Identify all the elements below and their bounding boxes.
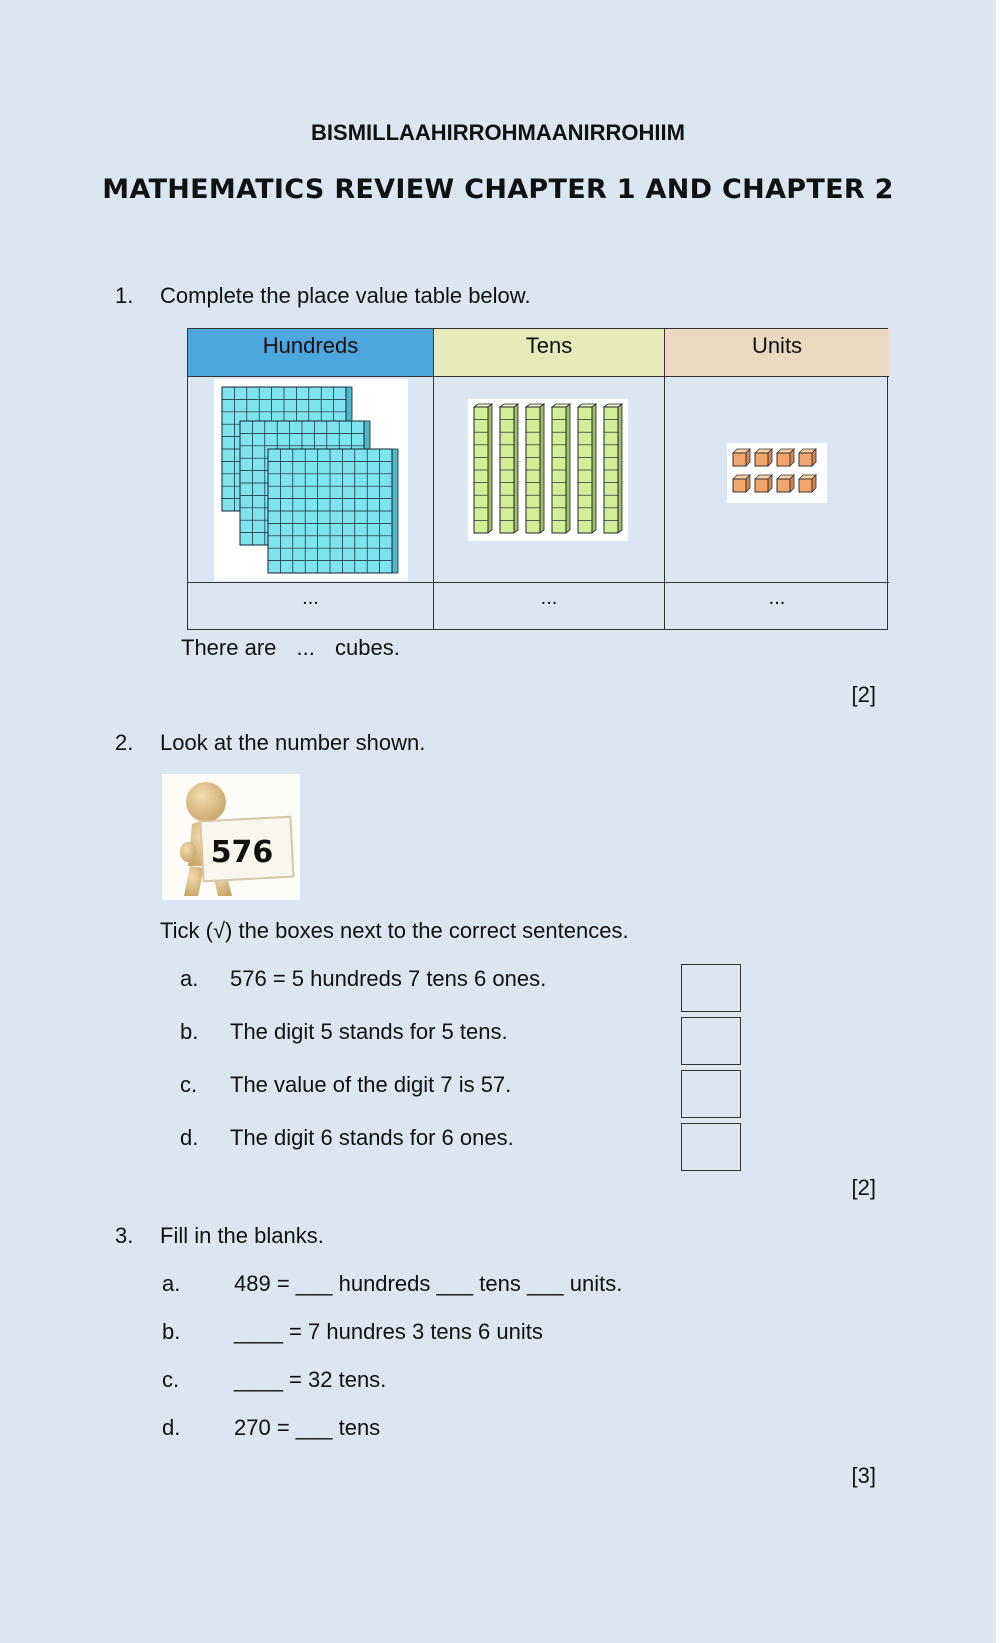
tick-box-d[interactable] xyxy=(681,1123,741,1171)
place-value-table xyxy=(187,328,888,630)
units-cell xyxy=(665,377,889,583)
q2-item-d-text: The digit 6 stands for 6 ones. xyxy=(230,1125,514,1150)
unit-cube xyxy=(755,475,772,492)
q1-cubes-sentence xyxy=(181,635,400,661)
figure-holding-sign-image xyxy=(162,774,300,900)
q2-item-c-letter: c. xyxy=(180,1072,198,1097)
unit-cube xyxy=(777,449,794,466)
worksheet-title: MATHEMATICS REVIEW CHAPTER 1 AND CHAPTER 2 xyxy=(102,174,894,205)
q3-prompt: Fill in the blanks. xyxy=(160,1223,324,1248)
tens-rod xyxy=(604,404,622,533)
tens-rod xyxy=(526,404,544,533)
q2-item-d-letter: d. xyxy=(180,1125,199,1150)
bismillah-header: BISMILLAAHIRROHMAANIRROHIIM xyxy=(311,120,685,145)
cubes-total-blank[interactable]: ... xyxy=(296,635,315,660)
unit-cube xyxy=(799,475,816,492)
q3-item-c-letter: c. xyxy=(162,1367,180,1392)
unit-cube xyxy=(799,449,816,466)
tens-answer-blank[interactable]: ... xyxy=(434,583,665,629)
unit-cube xyxy=(777,475,794,492)
hundreds-cell xyxy=(188,377,434,583)
tick-box-b[interactable] xyxy=(681,1017,741,1065)
hundreds-blocks-image xyxy=(214,379,408,581)
header-hundreds: Hundreds xyxy=(188,329,434,377)
tens-rod xyxy=(500,404,518,533)
header-units: Units xyxy=(665,329,889,377)
q2-item-a-text: 576 = 5 hundreds 7 tens 6 ones. xyxy=(230,966,547,991)
q3-item-d-letter: d. xyxy=(162,1415,181,1440)
q3-number: 3. xyxy=(115,1223,134,1248)
q3-item-b-text[interactable]: ____ = 7 hundres 3 tens 6 units xyxy=(234,1319,543,1344)
q2-prompt: Look at the number shown. xyxy=(160,730,426,755)
tens-rods-image xyxy=(468,399,628,541)
tick-box-a[interactable] xyxy=(681,964,741,1012)
tens-rod xyxy=(578,404,596,533)
tens-rod xyxy=(552,404,570,533)
q3-item-d-text[interactable]: 270 = ___ tens xyxy=(234,1415,381,1440)
sign-number: 576 xyxy=(210,835,274,870)
unit-cube xyxy=(733,449,750,466)
q2-number: 2. xyxy=(115,730,134,755)
q2-item-a-letter: a. xyxy=(180,966,199,991)
sentence-suffix: cubes. xyxy=(334,635,400,660)
unit-cube xyxy=(733,475,750,492)
unit-cubes-image xyxy=(727,443,827,503)
hundreds-flat xyxy=(268,449,398,573)
q2-item-b-text: The digit 5 stands for 5 tens. xyxy=(230,1019,508,1044)
q3-item-a-letter: a. xyxy=(162,1271,181,1296)
q3-marks: [3] xyxy=(851,1463,876,1488)
q2-item-b-letter: b. xyxy=(180,1019,199,1044)
q3-item-a-text[interactable]: 489 = ___ hundreds ___ tens ___ units. xyxy=(234,1271,623,1296)
tick-box-c[interactable] xyxy=(681,1070,741,1118)
q2-marks: [2] xyxy=(851,1175,876,1200)
q1-number: 1. xyxy=(115,283,134,308)
units-answer-blank[interactable]: ... xyxy=(768,587,786,609)
q2-instruction: Tick (√) the boxes next to the correct sentences. xyxy=(160,918,629,943)
tens-cell xyxy=(434,377,665,583)
q2-item-c-text: The value of the digit 7 is 57. xyxy=(230,1072,512,1097)
hundreds-answer-blank[interactable]: ... xyxy=(188,583,434,629)
q3-item-c-text[interactable]: ____ = 32 tens. xyxy=(234,1367,387,1392)
unit-cube xyxy=(755,449,772,466)
sentence-prefix: There are xyxy=(181,635,277,660)
q1-prompt: Complete the place value table below. xyxy=(160,283,531,308)
q3-item-b-letter: b. xyxy=(162,1319,181,1344)
tens-rod xyxy=(474,404,492,533)
q1-marks: [2] xyxy=(851,682,876,707)
header-tens: Tens xyxy=(434,329,665,377)
